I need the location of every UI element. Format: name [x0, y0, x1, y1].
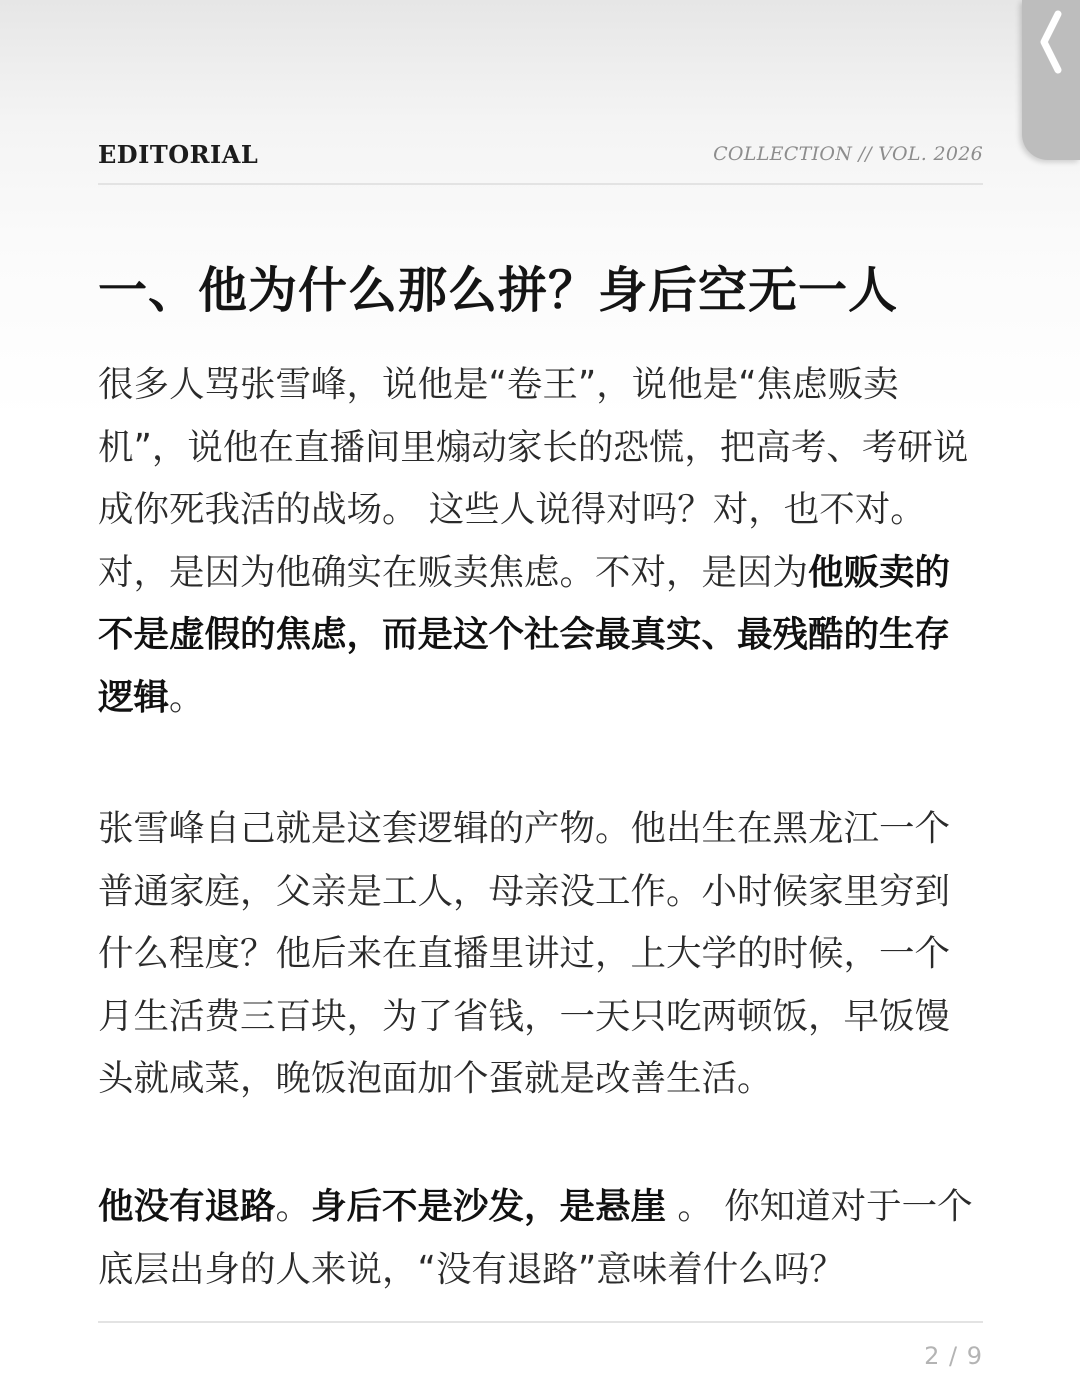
paragraph-1-text: 很多人骂张雪峰，说他是“卷王”，说他是“焦虑贩卖机”，说他在直播间里煽动家长的恐慌，把高考、考研说成你死我活的战场。 这些人说得对吗？对，也不对。 对，是因为他确实在贩卖焦虑。不对，是因为: [98, 364, 969, 593]
paragraph-3: [98, 1176, 978, 1301]
paragraph-2: 张雪峰自己就是这套逻辑的产物。他出生在黑龙江一个普通家庭，父亲是工人，母亲没工作。小时候家里穷到什么程度？他后来在直播里讲过，上大学的时候，一个月生活费三百块，为了省钱，一天只吃两顿饭，早饭馒头就咸菜，晚饭泡面加个蛋就是改善生活。: [98, 808, 951, 1099]
paragraph-3-emphasis-2: 身后不是沙发，是悬崖: [311, 1186, 667, 1227]
paragraph-1: [98, 354, 978, 729]
article-title: 一、他为什么那么拼？身后空无一人: [98, 262, 899, 319]
brand-label: EDITORIAL: [98, 140, 259, 169]
paragraph-1-end: 。: [169, 676, 205, 718]
page-header: [98, 140, 983, 170]
paragraph-1-emphasis: 他贩卖的不是虚假的焦虑，而是这个社会最真实、最残酷的生存逻辑: [98, 551, 951, 718]
paragraph-3-text: 。 你知道对于一个底层出身的人来说，“没有退路”意味着什么吗？: [98, 1186, 973, 1290]
collection-label: COLLECTION // VOL. 2026: [713, 143, 983, 165]
chevron-left-icon: [1038, 10, 1064, 74]
page-indicator: 2 / 9: [924, 1342, 983, 1370]
paragraph-3-emphasis-1: 他没有退路: [98, 1186, 276, 1227]
header-divider: [98, 183, 983, 185]
paragraph-3-separator: 。: [275, 1186, 312, 1227]
back-button[interactable]: [1022, 0, 1080, 160]
footer-divider: [98, 1321, 983, 1323]
